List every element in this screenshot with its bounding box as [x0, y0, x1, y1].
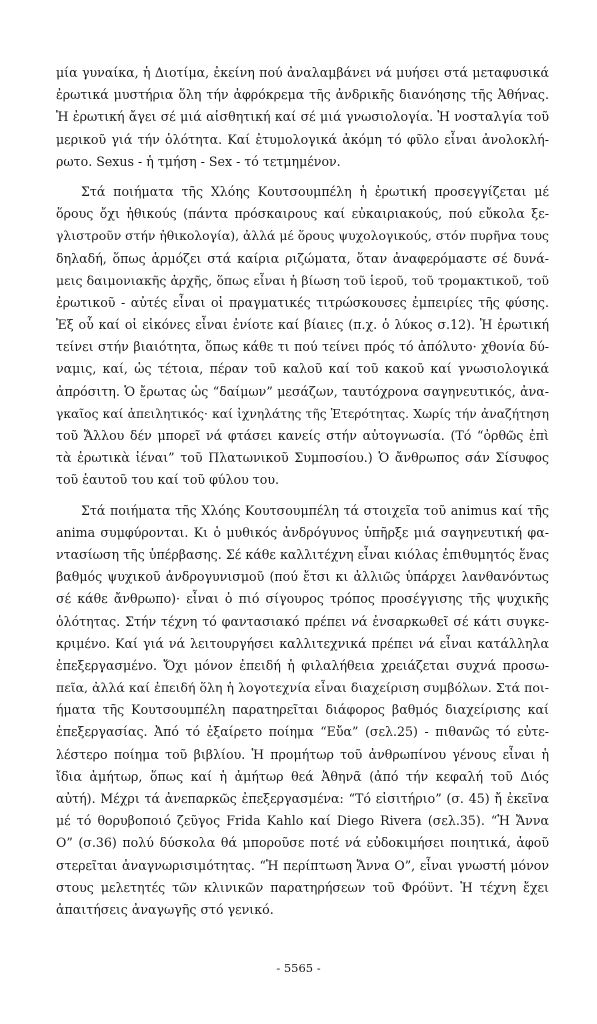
text-line: σέ κάθε ἄνθρωπο)· εἶναι ὁ πιό σίγουρος τρόπος προσέγγισης τῆς ψυχικῆς	[56, 591, 549, 607]
text-line: τείνει στήν βιαιότητα, ὅπως κάθε τι πού τείνει πρός τό ἀπόλυτο· χθονία δύ-	[56, 339, 549, 355]
text-line: τοῦ ἑαυτοῦ του καί τοῦ φύλου του.	[56, 472, 279, 488]
text-line: ἐρωτικοῦ - αὐτές εἶναι οἱ πραγματικές τιτρώσκουσες ἐμπειρίες τῆς φύσης.	[56, 294, 549, 310]
text-line: ντασίωση τῆς ὑπέρβασης. Σέ κάθε καλλιτέχνη εἶναι κιόλας ἐπιθυμητός ἕνας	[56, 546, 549, 562]
paragraph-2	[56, 181, 549, 492]
paragraph-3	[56, 500, 549, 922]
text-line: τοῦ Ἄλλου δέν μπορεῖ νά φτάσει κανείς στήν αὐτογνωσία. (Τό “ὀρθῶς ἐπὶ	[56, 428, 549, 443]
text-line: γκαῖος καί ἀπειλητικός· καί ἰχνηλάτης τῆς Ἑτερότητας. Χωρίς τήν ἀναζήτηση	[56, 406, 549, 421]
text-line: δηλαδή, ὅπως ἁρμόζει στά καίρια ριζώματα, ὅταν ἀναφερόμαστε σέ δυνά-	[56, 250, 549, 266]
text-line: μερικοῦ γιά τήν ὁλότητα. Καί ἐτυμολογικά ἀκόμη τό φῦλο εἶναι ἀνολοκλή-	[56, 131, 549, 147]
text-line: Ἡ ἐρωτική ἄγει σέ μιά αἰσθητική καί σέ μιά γνωσιολογία. Ἡ νοσταλγία τοῦ	[56, 109, 549, 125]
text-line: ὅρους ὄχι ἠθικούς (πάντα πρόσκαιρους καί εὐκαιριακούς, πού εὔκολα ξε-	[56, 206, 549, 222]
text-line: κριμένο. Καί γιά νά λειτουργήσει καλλιτεχνικά πρέπει νά εἶναι κατάλληλα	[56, 635, 549, 651]
text-line: στερεῖται ἀναγνωρισιμότητας. “Ἡ περίπτωση Ἄννα Ο”, εἶναι γνωστή μόνον	[56, 857, 549, 873]
text-line: ἐρωτικά μυστήρια ὅλη τήν ἀφρόκρεμα τῆς ἀνδρικῆς διανόησης τῆς Ἀθήνας.	[56, 87, 549, 103]
text-line: Στά ποιήματα τῆς Χλόης Κουτσουμπέλη ἡ ἐρωτική προσεγγίζεται μέ	[81, 183, 549, 199]
text-line: ναμις, καί, ὡς τέτοια, πέραν τοῦ καλοῦ καί τοῦ κακοῦ καί γνωσιολογικά	[56, 361, 549, 377]
text-line: Στά ποιήματα τῆς Χλόης Κουτσουμπέλη τά στοιχεῖα τοῦ animus καί τῆς	[81, 502, 549, 518]
text-line: ὁλότητας. Στήν τέχνη τό φαντασιακό πρέπει νά ἐνσαρκωθεῖ σέ κάτι συγκε-	[56, 613, 549, 629]
text-line: στους μελετητές τῶν κλινικῶν παρατηρήσεων τοῦ Φρόϋντ. Ἡ τέχνη ἔχει	[56, 879, 549, 895]
text-line: ρωτο. Sexus - ἡ τμήση - Sex - τό τετμημένον.	[56, 153, 341, 169]
body-text	[56, 62, 549, 921]
text-line: αὐτή). Μέχρι τά ἀνεπαρκῶς ἐπεξεργασμένα: “Τό εἰσιτήριο” (σ. 45) ἤ ἐκεῖνα	[56, 791, 549, 806]
text-line: Ἐξ οὗ καί οἱ εἰκόνες εἶναι ἐνίοτε καί βίαιες (π.χ. ὁ λύκος σ.12). Ἡ ἐρωτική	[56, 317, 549, 333]
text-line: ἴδια ἀμήτωρ, ὅπως καί ἡ ἀμήτωρ θεά Ἀθηνᾶ (ἀπό τήν κεφαλή τοῦ Διός	[56, 768, 549, 784]
text-line: μία γυναίκα, ἡ Διοτίμα, ἐκείνη πού ἀναλαμβάνει νά μυήσει στά μεταφυσικά	[56, 65, 549, 80]
text-line: βαθμός ψυχικοῦ ἀνδρογυνισμοῦ (πού ἔτσι κι ἀλλιῶς ὑπάρχει λανθανόντως	[56, 569, 549, 585]
text-line: ήματα τῆς Κουτσουμπέλη παρατηρεῖται διάφορος βαθμός διαχείρισης καί	[56, 702, 549, 718]
text-line: πεῖα, ἀλλά καί ἐπειδή ὅλη ἡ λογοτεχνία εἶναι διαχείριση συμβόλων. Στά ποι-	[56, 680, 549, 696]
text-line: τὰ ἐρωτικὰ ἰέναι” τοῦ Πλατωνικοῦ Συμποσίου.) Ὁ ἄνθρωπος σάν Σίσυφος	[56, 450, 549, 466]
text-line: ἐπεξεργασμένο. Ὄχι μόνον ἐπειδή ἡ φιλαλήθεια χρειάζεται συχνά προσω-	[56, 657, 549, 673]
text-line: ἐπεξεργασίας. Ἀπό τό ἐξαίρετο ποίημα “Εὔα” (σελ.25) - πιθανῶς τό εὐτε-	[56, 724, 549, 740]
text-line: ἀπαιτήσεις ἀναγωγῆς στό γενικό.	[56, 901, 274, 917]
text-line: μέ τό θορυβοποιό ζεῦγος Frida Kahlo καί Diego Rivera (σελ.35). “Ἡ Ἄννα	[56, 813, 549, 829]
text-line: λέστερο ποίημα τοῦ βιβλίου. Ἡ προμήτωρ τοῦ ἀνθρωπίνου γένους εἶναι ἡ	[56, 746, 549, 762]
text-line: Ο” (σ.36) πολύ δύσκολα θά μποροῦσε ποτέ νά εὐδοκιμήσει ποιητικά, ἀφοῦ	[56, 835, 549, 851]
text-line: anima συμφύρονται. Κι ὁ μυθικός ἀνδρόγυνος ὑπῆρξε μιά σαγηνευτική φα-	[56, 524, 549, 540]
text-line: ἀπρόσιτη. Ὁ ἔρωτας ὡς “δαίμων” μεσάζων, ταυτόχρονα σαγηνευτικός, ἀνα-	[56, 383, 549, 399]
text-line: γλιστροῦν στήν ἠθικολογία), ἀλλά μέ ὅρους ψυχολογικούς, στόν πυρῆνα τους	[56, 228, 549, 244]
paragraph-1	[56, 62, 549, 173]
text-line: μεις δαιμονιακῆς ἀρχῆς, ὅπως εἶναι ἡ βίωση τοῦ ἱεροῦ, τοῦ τρομακτικοῦ, τοῦ	[56, 272, 549, 288]
page-number: - 5565 -	[276, 961, 321, 975]
